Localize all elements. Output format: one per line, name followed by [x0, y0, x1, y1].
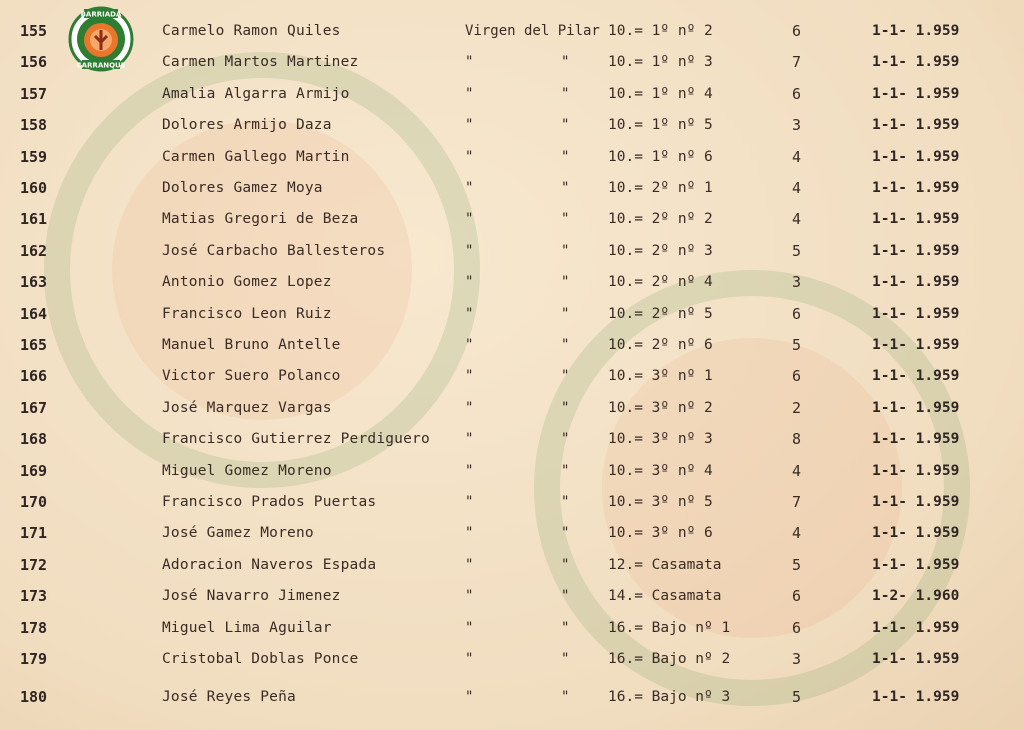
cell-d1: ": [465, 117, 474, 134]
logo-top-text: BARRIADA: [80, 10, 122, 19]
table-row: [0, 394, 1024, 422]
cell-count: 6: [792, 22, 802, 40]
cell-loc: 10.= 2º nº 2: [608, 211, 713, 228]
cell-name: Dolores Gamez Moya: [162, 180, 323, 196]
cell-count: 5: [792, 241, 802, 260]
cell-num: 156: [20, 53, 48, 72]
cell-name: Antonio Gomez Lopez: [162, 274, 332, 291]
table-row: [0, 457, 1024, 485]
cell-count: 4: [792, 524, 802, 543]
cell-loc: 16.= Bajo nº 1: [608, 619, 731, 636]
cell-name: Carmen Martos Martinez: [162, 54, 359, 71]
cell-loc: 10.= 2º nº 5: [608, 305, 713, 322]
cell-num: 163: [20, 273, 48, 292]
cell-d2: ": [561, 619, 570, 636]
cell-loc: 10.= 3º nº 2: [608, 399, 713, 416]
cell-d2: ": [561, 494, 570, 510]
cell-d1: ": [465, 180, 474, 196]
cell-name: Francisco Leon Ruiz: [162, 305, 332, 322]
cell-count: 5: [792, 336, 802, 354]
cell-count: 2: [792, 398, 802, 417]
cell-num: 162: [20, 241, 48, 260]
cell-d1: ": [465, 494, 474, 510]
cell-d2: ": [561, 242, 570, 259]
cell-count: 7: [792, 493, 802, 511]
cell-date: 1-1- 1.959: [872, 462, 960, 479]
cell-d2: ": [561, 462, 570, 479]
cell-name: Carmelo Ramon Quiles: [162, 23, 341, 39]
cell-d2: ": [561, 368, 570, 385]
cell-count: 6: [792, 618, 802, 637]
cell-loc: 10.= 3º nº 1: [608, 368, 713, 385]
table-row: [0, 143, 1024, 171]
cell-name: Dolores Armijo Daza: [162, 117, 332, 134]
cell-date: 1-1- 1.959: [872, 148, 960, 165]
cell-d2: ": [561, 689, 570, 706]
cell-d2: ": [561, 305, 570, 322]
cell-loc: 10.= 2º nº 6: [608, 337, 713, 353]
cell-loc: 10.= 1º nº 2: [608, 23, 713, 39]
cell-count: 6: [792, 304, 802, 323]
cell-loc: 10.= 3º nº 3: [608, 431, 713, 448]
cell-count: 3: [792, 273, 802, 292]
cell-loc: 10.= 3º nº 5: [608, 494, 713, 510]
cell-loc: 10.= 1º nº 6: [608, 148, 713, 165]
cell-name: Matias Gregori de Beza: [162, 211, 359, 228]
cell-name: Manuel Bruno Antelle: [162, 337, 341, 353]
cell-d1: ": [465, 242, 474, 259]
table-row: [0, 237, 1024, 265]
cell-loc: 16.= Bajo nº 2: [608, 651, 731, 667]
table-row: [0, 488, 1024, 516]
table-row: [0, 331, 1024, 359]
cell-num: 164: [20, 304, 48, 323]
table-row: [0, 362, 1024, 390]
cell-loc: 16.= Bajo nº 3: [608, 689, 731, 706]
table-row: [0, 268, 1024, 296]
cell-name: José Carbacho Ballesteros: [162, 242, 386, 259]
cell-date: 1-1- 1.959: [872, 431, 960, 448]
cell-d2: ": [561, 211, 570, 228]
cell-loc: 10.= 1º nº 3: [608, 54, 713, 71]
cell-num: 161: [20, 210, 48, 229]
cell-d1: ": [465, 148, 474, 165]
cell-count: 4: [792, 461, 802, 480]
table-row: [0, 111, 1024, 139]
cell-loc: 10.= 2º nº 3: [608, 242, 713, 259]
cell-count: 3: [792, 116, 802, 135]
cell-name: José Reyes Peña: [162, 689, 296, 706]
cell-count: 6: [792, 367, 802, 386]
cell-name: José Navarro Jimenez: [162, 588, 341, 605]
cell-date: 1-1- 1.959: [872, 337, 960, 353]
cell-name: Francisco Gutierrez Perdiguero: [162, 431, 430, 448]
cell-loc: 10.= 3º nº 4: [608, 462, 713, 479]
cell-date: 1-1- 1.959: [872, 211, 960, 228]
cell-d2: ": [561, 525, 570, 542]
cell-d2: ": [561, 337, 570, 353]
cell-d1: ": [465, 588, 474, 605]
cell-num: 172: [20, 555, 48, 574]
table-row: [0, 80, 1024, 108]
table-row: [0, 174, 1024, 202]
cell-count: 8: [792, 430, 802, 449]
cell-num: 157: [20, 84, 48, 103]
cell-d2: ": [561, 274, 570, 291]
logo-bottom-text: CARRANQUE: [76, 61, 126, 70]
cell-count: 6: [792, 84, 802, 103]
cell-name: Victor Suero Polanco: [162, 368, 341, 385]
cell-date: 1-1- 1.959: [872, 494, 960, 510]
cell-num: 165: [20, 336, 48, 354]
cell-num: 168: [20, 430, 48, 449]
cell-num: 169: [20, 461, 48, 480]
table-row: [0, 425, 1024, 453]
cell-num: 170: [20, 493, 48, 511]
cell-name: Amalia Algarra Armijo: [162, 85, 350, 102]
cell-d1: ": [465, 619, 474, 636]
cell-d2: ": [561, 117, 570, 134]
table-row: [0, 519, 1024, 547]
cell-d1: Virgen del Pilar: [465, 23, 600, 39]
cell-num: 179: [20, 650, 48, 668]
cell-d1: ": [465, 462, 474, 479]
cell-num: 167: [20, 398, 48, 417]
cell-date: 1-1- 1.959: [872, 54, 960, 71]
cell-num: 159: [20, 147, 48, 166]
cell-d1: ": [465, 274, 474, 291]
cell-date: 1-1- 1.959: [872, 556, 960, 573]
cell-date: 1-1- 1.959: [872, 689, 960, 706]
cell-num: 166: [20, 367, 48, 386]
cell-count: 5: [792, 688, 802, 707]
cell-num: 173: [20, 587, 48, 606]
cell-date: 1-1- 1.959: [872, 274, 960, 291]
cell-d1: ": [465, 399, 474, 416]
cell-date: 1-1- 1.959: [872, 85, 960, 102]
table-row: [0, 48, 1024, 76]
cell-d1: ": [465, 556, 474, 573]
table-row: [0, 551, 1024, 579]
cell-d1: ": [465, 525, 474, 542]
cell-name: Adoracion Naveros Espada: [162, 556, 377, 573]
cell-d1: ": [465, 54, 474, 71]
cell-num: 160: [20, 179, 48, 197]
table-row: [0, 645, 1024, 673]
table-row: [0, 582, 1024, 610]
cell-count: 4: [792, 210, 802, 229]
cell-date: 1-1- 1.959: [872, 399, 960, 416]
cell-name: Carmen Gallego Martin: [162, 148, 350, 165]
cell-loc: 10.= 3º nº 6: [608, 525, 713, 542]
cell-date: 1-1- 1.959: [872, 619, 960, 636]
cell-num: 180: [20, 688, 48, 707]
cell-d2: ": [561, 431, 570, 448]
cell-count: 6: [792, 587, 802, 606]
cell-name: José Gamez Moreno: [162, 525, 314, 542]
table-row: [0, 614, 1024, 642]
cell-d1: ": [465, 651, 474, 667]
cell-date: 1-2- 1.960: [872, 588, 960, 605]
cell-loc: 10.= 2º nº 4: [608, 274, 713, 291]
cell-count: 5: [792, 555, 802, 574]
cell-d2: ": [561, 180, 570, 196]
cell-d1: ": [465, 368, 474, 385]
cell-d1: ": [465, 85, 474, 102]
cell-d1: ": [465, 689, 474, 706]
cell-name: Francisco Prados Puertas: [162, 494, 377, 510]
table-row: [0, 683, 1024, 711]
cell-d2: ": [561, 148, 570, 165]
cell-d1: ": [465, 305, 474, 322]
cell-d1: ": [465, 337, 474, 353]
cell-d2: ": [561, 556, 570, 573]
cell-num: 158: [20, 116, 48, 135]
cell-date: 1-1- 1.959: [872, 23, 960, 39]
cell-date: 1-1- 1.959: [872, 305, 960, 322]
cell-date: 1-1- 1.959: [872, 117, 960, 134]
cell-count: 7: [792, 53, 802, 72]
cell-date: 1-1- 1.959: [872, 651, 960, 667]
table-row: [0, 17, 1024, 45]
cell-count: 4: [792, 179, 802, 197]
cell-num: 155: [20, 22, 48, 40]
cell-name: Miguel Lima Aguilar: [162, 619, 332, 636]
cell-date: 1-1- 1.959: [872, 525, 960, 542]
cell-d2: ": [561, 54, 570, 71]
cell-d2: ": [561, 651, 570, 667]
cell-d1: ": [465, 211, 474, 228]
cell-loc: 10.= 2º nº 1: [608, 180, 713, 196]
cell-loc: 14.= Casamata: [608, 588, 722, 605]
table-row: [0, 205, 1024, 233]
cell-d1: ": [465, 431, 474, 448]
cell-date: 1-1- 1.959: [872, 368, 960, 385]
cell-name: Cristobal Doblas Ponce: [162, 651, 359, 667]
cell-loc: 10.= 1º nº 5: [608, 117, 713, 134]
cell-d2: ": [561, 399, 570, 416]
cell-num: 171: [20, 524, 48, 543]
cell-loc: 10.= 1º nº 4: [608, 85, 713, 102]
cell-count: 4: [792, 147, 802, 166]
cell-name: Miguel Gomez Moreno: [162, 462, 332, 479]
cell-d2: ": [561, 85, 570, 102]
cell-d2: ": [561, 588, 570, 605]
cell-count: 3: [792, 650, 802, 668]
cell-num: 178: [20, 618, 48, 637]
cell-loc: 12.= Casamata: [608, 556, 722, 573]
cell-date: 1-1- 1.959: [872, 180, 960, 196]
table-row: [0, 300, 1024, 328]
cell-date: 1-1- 1.959: [872, 242, 960, 259]
cell-name: José Marquez Vargas: [162, 399, 332, 416]
